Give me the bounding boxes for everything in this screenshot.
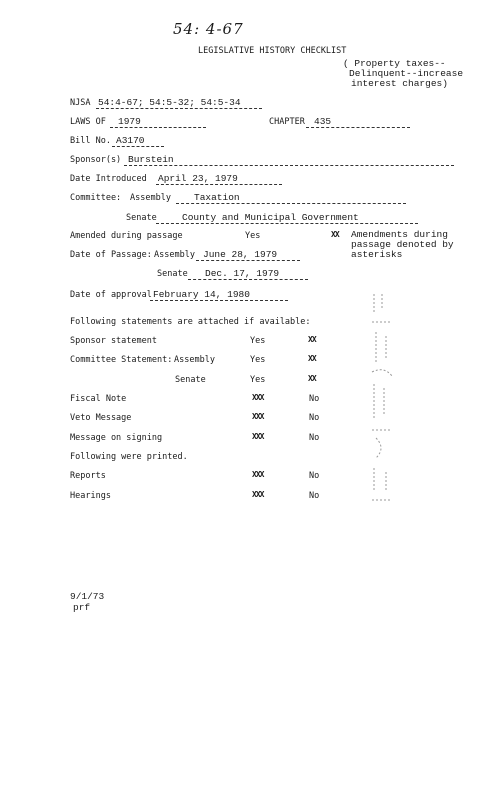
committee-label: Committee: xyxy=(70,193,122,203)
committee-assembly-label: Assembly xyxy=(130,193,171,203)
amended-note-line1: Amendments during xyxy=(351,229,448,240)
printed-label: Reports xyxy=(70,471,106,481)
passage-assembly-label: Assembly xyxy=(154,250,195,260)
footer-initials: prf xyxy=(73,602,91,613)
subject-note-line2: Delinquent--increase xyxy=(349,68,464,79)
njsa-value: 54:4-67; 54:5-32; 54:5-34 xyxy=(98,97,241,108)
statement-label: Message on signing xyxy=(70,433,163,443)
statement-yes: XXX xyxy=(252,432,264,441)
statement-yes: Yes xyxy=(250,375,266,385)
statement-yes: Yes xyxy=(250,336,266,346)
committee-assembly-value: Taxation xyxy=(194,192,240,203)
printed-heading: Following were printed. xyxy=(70,452,188,462)
statement-yes: XXX xyxy=(252,393,264,402)
statements-heading: Following statements are attached if available: xyxy=(70,317,311,327)
committee-senate-label: Senate xyxy=(126,213,157,223)
approval-label: Date of approval xyxy=(70,290,152,300)
sponsor-value: Burstein xyxy=(128,154,174,165)
approval-value: February 14, 1980 xyxy=(153,289,250,300)
amended-yes: Yes xyxy=(245,231,261,241)
page-title: LEGISLATIVE HISTORY CHECKLIST xyxy=(198,46,347,56)
printed-yes: XXX xyxy=(252,470,264,479)
amended-mark: XX xyxy=(331,230,339,239)
date-introduced-value: April 23, 1979 xyxy=(158,173,238,184)
statement-no: No xyxy=(309,413,320,423)
amended-label: Amended during passage xyxy=(70,231,183,241)
amended-note-line3: asterisks xyxy=(351,249,403,260)
laws-of-value: 1979 xyxy=(118,116,141,127)
statement-yes: Yes xyxy=(250,355,266,365)
statement-mark: XX xyxy=(308,354,316,363)
statement-mark: XX xyxy=(308,335,316,344)
bill-number-value: A3170 xyxy=(116,135,145,146)
statement-label: Veto Message xyxy=(70,413,132,423)
chapter-value: 435 xyxy=(314,116,332,127)
passage-assembly-value: June 28, 1979 xyxy=(203,249,278,260)
laws-of-label: LAWS OF xyxy=(70,117,106,127)
printed-yes: XXX xyxy=(252,490,264,499)
statement-label: Sponsor statement xyxy=(70,336,157,346)
committee-senate-value: County and Municipal Government xyxy=(182,212,359,223)
passage-senate-label: Senate xyxy=(157,269,188,279)
statement-sub-label: Assembly xyxy=(174,355,215,365)
statement-sub-label: Senate xyxy=(175,375,206,385)
statement-mark: XX xyxy=(308,374,316,383)
chapter-label: CHAPTER xyxy=(269,117,305,127)
statement-no: No xyxy=(309,433,320,443)
passage-label: Date of Passage: xyxy=(70,250,152,260)
handwritten-statute-number: 54: 4-67 xyxy=(173,20,244,38)
passage-senate-value: Dec. 17, 1979 xyxy=(205,268,280,279)
faded-stamp-mark xyxy=(362,288,402,518)
printed-no: No xyxy=(309,471,320,481)
statement-label: Fiscal Note xyxy=(70,394,127,404)
statement-label: Committee Statement: xyxy=(70,355,173,365)
bill-number-label: Bill No. xyxy=(70,136,111,146)
amended-note-line2: passage denoted by xyxy=(351,239,454,250)
sponsor-label: Sponsor(s) xyxy=(70,155,122,165)
printed-no: No xyxy=(309,491,320,501)
statement-yes: XXX xyxy=(252,412,264,421)
subject-note-line1: ( Property taxes-- xyxy=(343,58,446,69)
date-introduced-label: Date Introduced xyxy=(70,174,147,184)
footer-date: 9/1/73 xyxy=(70,591,105,602)
statement-no: No xyxy=(309,394,320,404)
printed-label: Hearings xyxy=(70,491,111,501)
njsa-label: NJSA xyxy=(70,98,91,108)
subject-note-line3: interest charges) xyxy=(351,78,448,89)
